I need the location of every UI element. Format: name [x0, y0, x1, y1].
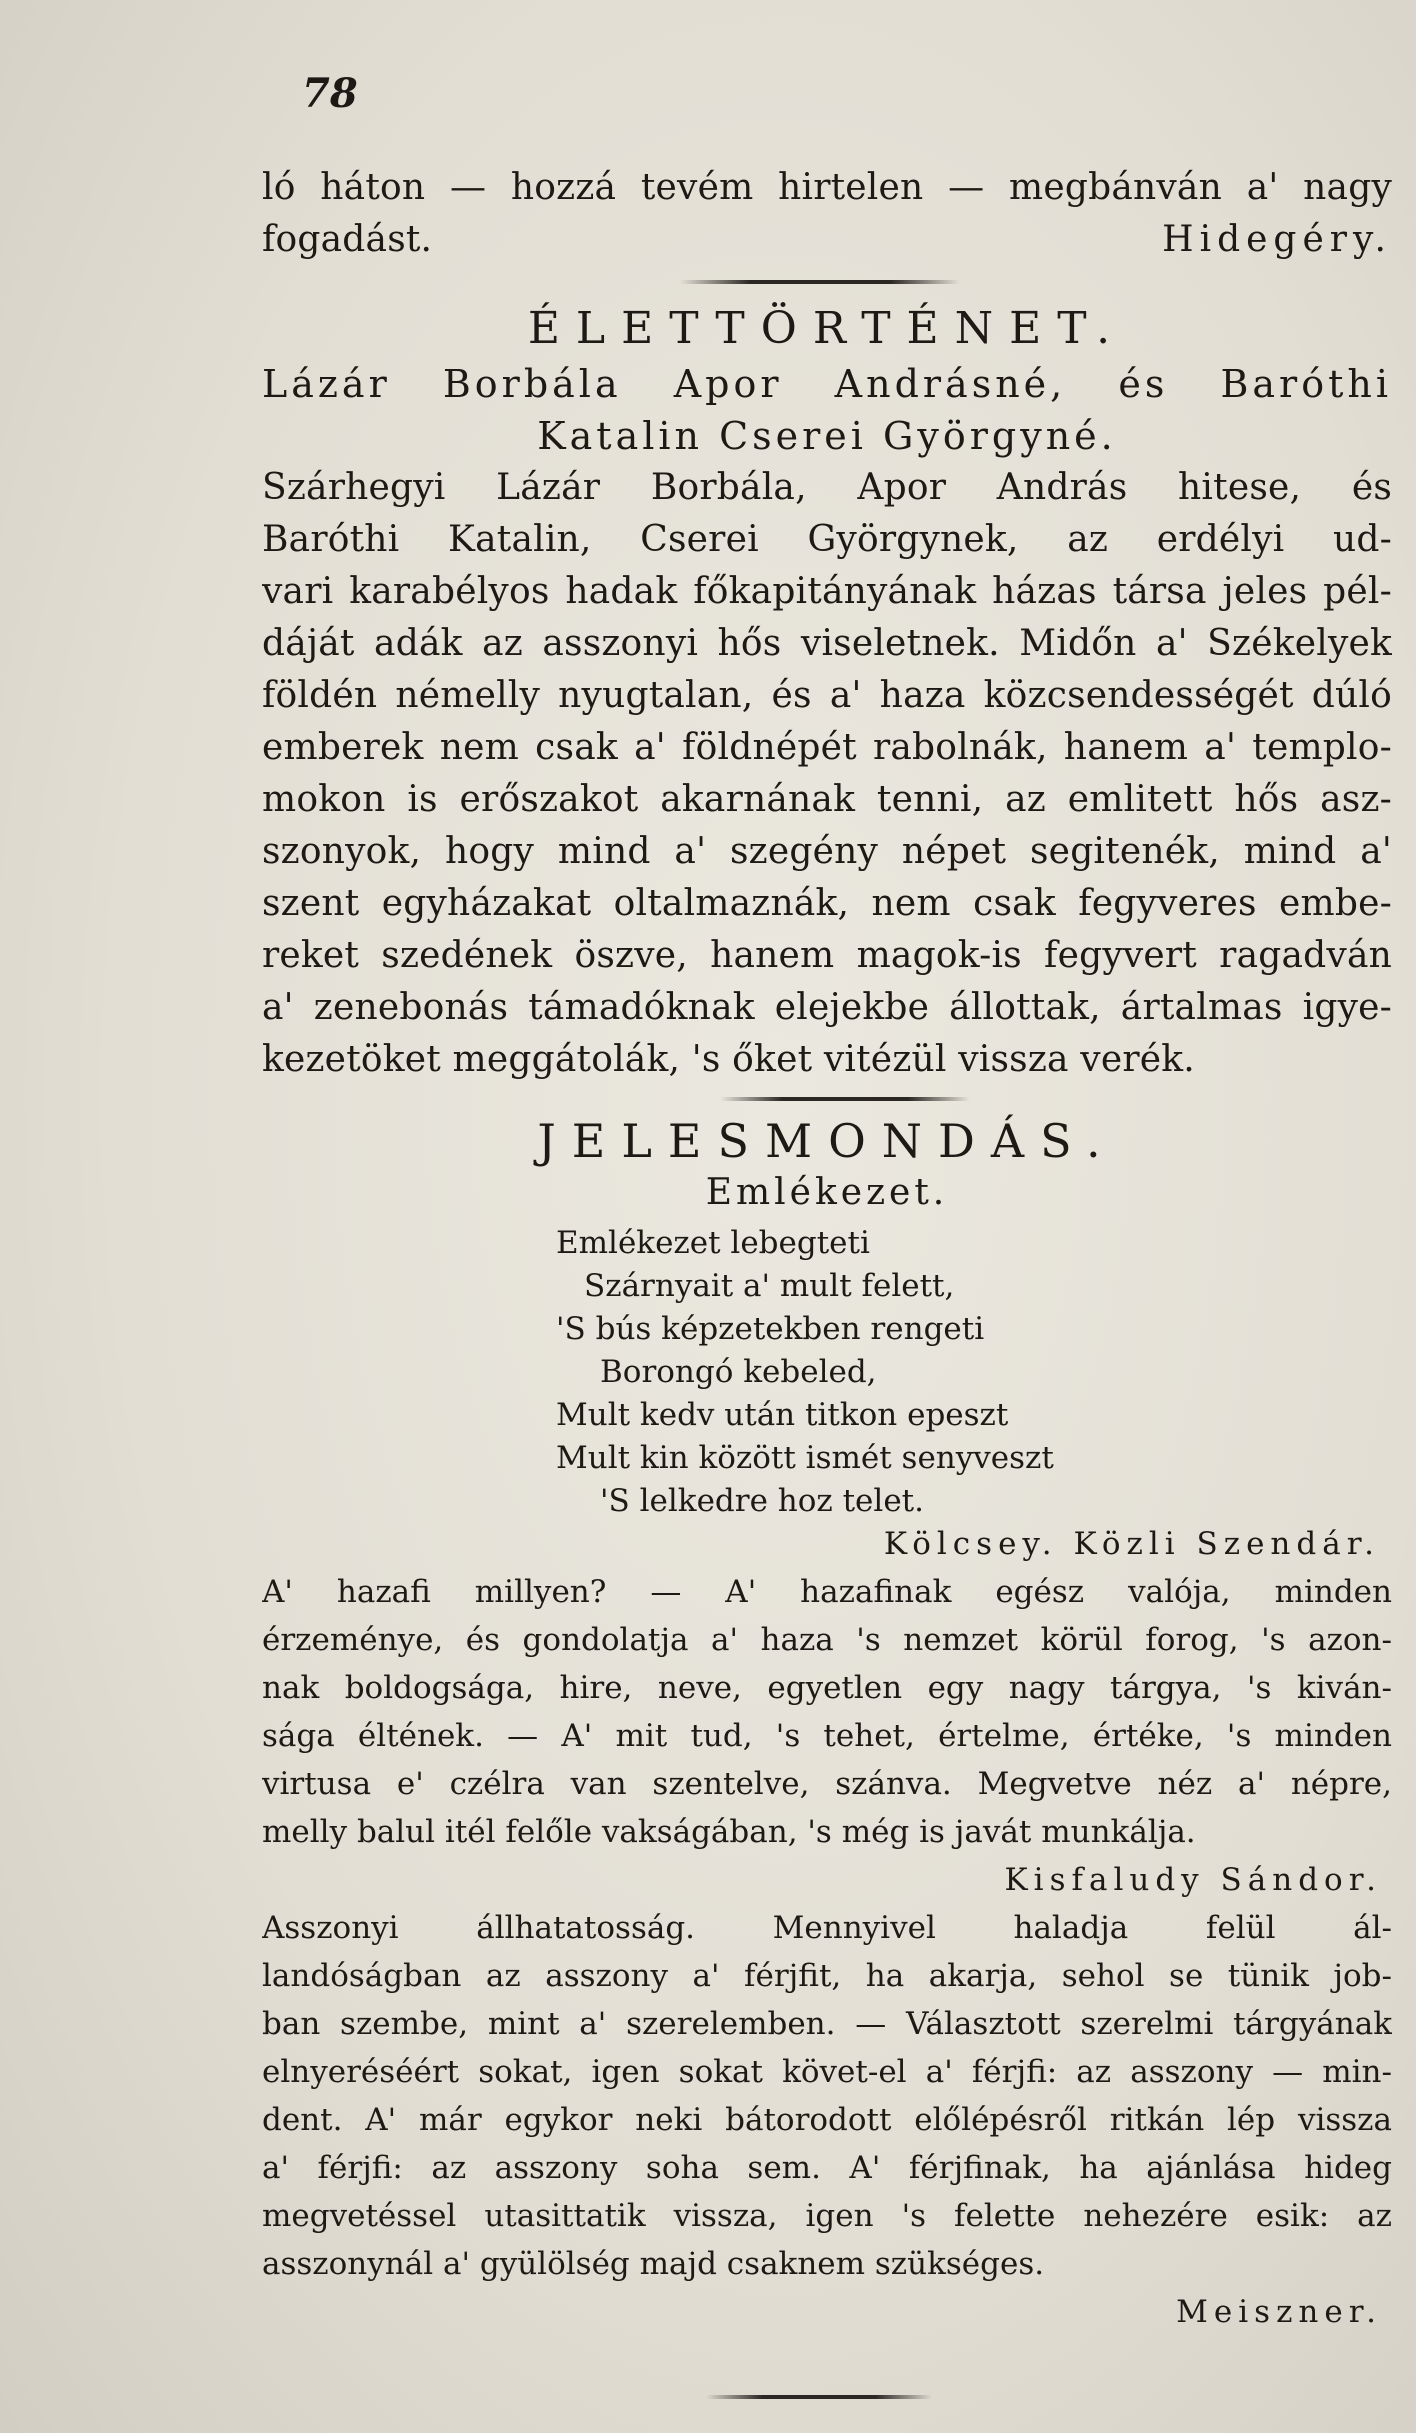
text-line: elnyeréséért sokat, igen sokat követ-el a' férjfi: az asszony — min-	[262, 2054, 1392, 2090]
text-line: vari karabélyos hadak főkapitányának házas társa jeles pél-	[262, 571, 1392, 612]
text-line: szent egyházakat oltalmaznák, nem csak fegyveres embe-	[262, 883, 1392, 924]
text-line: virtusa e' czélra van szentelve, szánva. Megvetve néz a' népre,	[262, 1766, 1392, 1802]
section-saying	[262, 1112, 1392, 1216]
poem-line: Emlékezet lebegteti	[556, 1225, 870, 1261]
paragraph-constancy	[262, 1904, 1392, 2288]
text-line: emberek nem csak a' földnépét rabolnák, hanem a' templo-	[262, 727, 1392, 768]
text-line: landóságban az asszony a' férjfit, ha akarja, sehol se tünik job-	[262, 1958, 1392, 1994]
paragraph-signature: Kisfaludy Sándor.	[1004, 1862, 1382, 1898]
poem-line: Szárnyait a' mult felett,	[584, 1268, 955, 1304]
text-line: melly balul itél felőle vakságában, 's még is javát munkálja.	[262, 1814, 1196, 1850]
poem-line: Borongó kebeled,	[600, 1354, 877, 1390]
section-body	[262, 462, 1392, 1086]
poem	[556, 1222, 1054, 1523]
paragraph-signature: Meiszner.	[1176, 2294, 1382, 2330]
text-line: szonyok, hogy mind a' szegény népet segitenék, mind a'	[262, 831, 1392, 872]
opening-text	[262, 162, 1392, 266]
text-line: Szárhegyi Lázár Borbála, Apor András hitese, és	[262, 467, 1392, 508]
text-line: sága éltének. — A' mit tud, 's tehet, értelme, értéke, 's minden	[262, 1718, 1392, 1754]
text-line: dent. A' már egykor neki bátorodott előlépésről ritkán lép vissza	[262, 2102, 1392, 2138]
opening-signature: Hidegéry.	[1162, 219, 1392, 260]
text-line: mokon is erőszakot akarnának tenni, az emlitett hős asz-	[262, 779, 1392, 820]
text-line: földén némelly nyugtalan, és a' haza közcsendességét dúló	[262, 675, 1392, 716]
text-line: reket szedének öszve, hanem magok-is fegyvert ragadván	[262, 935, 1392, 976]
paragraph-patriot	[262, 1568, 1392, 1856]
section-heading: ÉLETTÖRTÉNET.	[527, 303, 1127, 354]
section-life-story	[262, 300, 1392, 1086]
section-title-line-2: Katalin Cserei Györgyné.	[537, 414, 1117, 458]
divider-rule	[706, 2395, 932, 2399]
text-line: asszonynál a' gyülölség majd csaknem szükséges.	[262, 2246, 1045, 2282]
section-continuation	[262, 1520, 1392, 2336]
opening-line-1: ló háton — hozzá tevém hirtelen — megbánván a' nagy	[262, 167, 1392, 208]
poem-attribution: Kölcsey. Közli Szendár.	[883, 1526, 1380, 1562]
poem-line: Mult kin között ismét senyveszt	[556, 1440, 1054, 1476]
text-line: ban szembe, mint a' szerelemben. — Választott szerelmi tárgyának	[262, 2006, 1392, 2042]
divider-rule	[720, 1097, 970, 1101]
text-line: Asszonyi állhatatosság. Mennyivel haladja felül ál-	[262, 1910, 1392, 1946]
divider-rule	[680, 280, 960, 284]
text-line: nak boldogsága, hire, neve, egyetlen egy nagy tárgya, 's kiván-	[262, 1670, 1392, 1706]
poem-line: 'S bús képzetekben rengeti	[556, 1311, 985, 1347]
text-line: a' zenebonás támadóknak elejekbe állottak, ártalmas igye-	[262, 987, 1392, 1028]
section-heading: JELESMONDÁS.	[537, 1114, 1117, 1168]
text-line: dáját adák az asszonyi hős viseletnek. Midőn a' Székelyek	[262, 623, 1392, 664]
text-line: kezetöket meggátolák, 's őket vitézül vissza verék.	[262, 1039, 1195, 1080]
text-line: a' férjfi: az asszony soha sem. A' férjfinak, ha ajánlása hideg	[262, 2150, 1392, 2186]
poem-line: Mult kedv után titkon epeszt	[556, 1397, 1009, 1433]
poem-line: 'S lelkedre hoz telet.	[600, 1483, 924, 1519]
text-line: megvetéssel utasittatik vissza, igen 's felette nehezére esik: az	[262, 2198, 1392, 2234]
page-number: 78	[302, 70, 358, 117]
opening-line-2: fogadást.	[262, 219, 433, 260]
text-line: A' hazafi millyen? — A' hazafinak egész valója, minden	[262, 1574, 1392, 1610]
section-title-line-1: Lázár Borbála Apor Andrásné, és Baróthi	[262, 362, 1392, 406]
text-line: Baróthi Katalin, Cserei Györgynek, az erdélyi ud-	[262, 519, 1392, 560]
poem-title: Emlékezet.	[705, 1172, 949, 1213]
text-line: érzeménye, és gondolatja a' haza 's nemzet körül forog, 's azon-	[262, 1622, 1392, 1658]
